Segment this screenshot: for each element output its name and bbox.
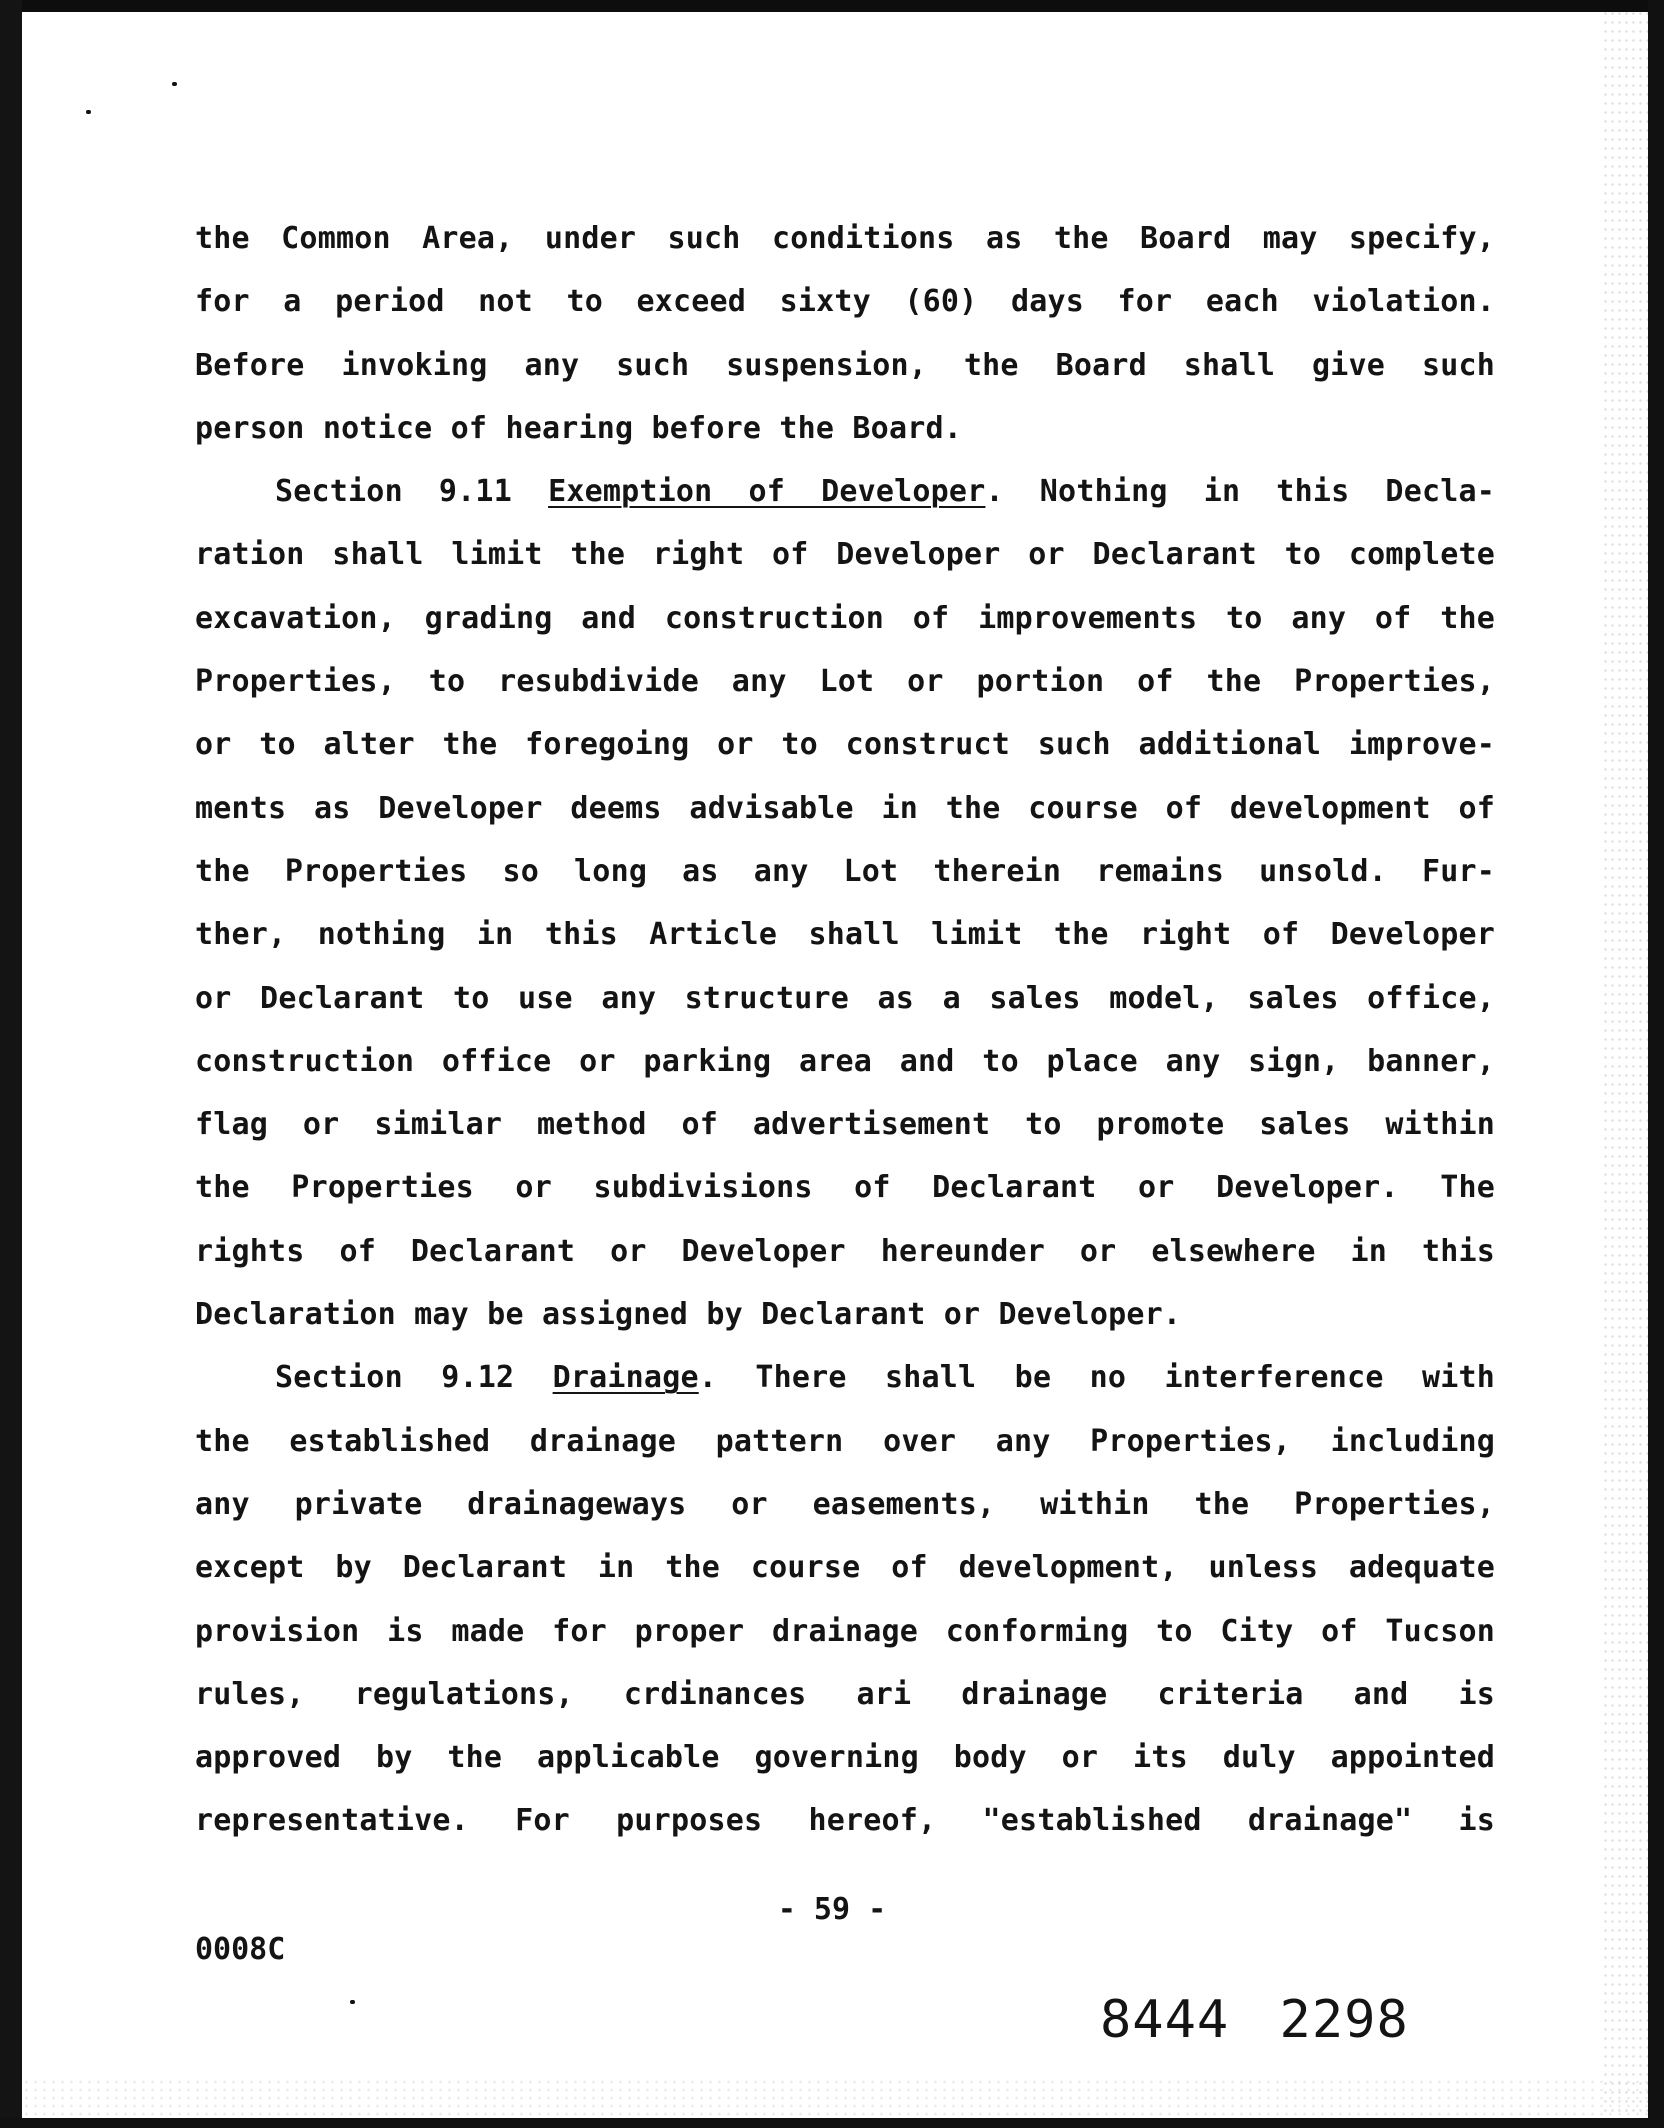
text-line: provision is made for proper drainage conforming to City of Tucson [195, 1613, 1495, 1649]
text-line: excavation, grading and construction of improvements to any of the [195, 600, 1495, 636]
text-line: the Common Area, under such conditions as the Board may specify, [195, 221, 1495, 256]
text-line: ther, nothing in this Article shall limit the right of Developer [195, 917, 1495, 953]
text-line: Before invoking any such suspension, the Board shall give such [195, 347, 1495, 383]
recording-stamp-number: 8444 2298 [1100, 1990, 1409, 2050]
scan-noise-right [1602, 0, 1648, 2128]
text-fragment: . There shall be no interference with [698, 1360, 1496, 1396]
section-9-11-heading-line [195, 460, 1495, 523]
text-line: approved by the applicable governing body or its duly appointed [195, 1740, 1495, 1776]
text-line: rules, regulations, crdinances ari drainage criteria and is [195, 1676, 1495, 1712]
section-9-12-heading-line [195, 1346, 1495, 1409]
scan-border-left [0, 0, 22, 2128]
text-line: the Properties or subdivisions of Declarant or Developer. The [195, 1170, 1495, 1206]
text-line: the Properties so long as any Lot therein remains unsold. Fur- [195, 853, 1495, 889]
text-line: ration shall limit the right of Developer or Declarant to complete [195, 537, 1495, 573]
section-number: Section 9.11 [275, 474, 512, 510]
text-line: person notice of hearing before the Board. [195, 410, 962, 446]
scan-speck [86, 110, 91, 114]
scan-speck [350, 2000, 355, 2004]
text-line: the established drainage pattern over any Properties, including [195, 1423, 1495, 1459]
text-line: for a period not to exceed sixty (60) days for each violation. [195, 284, 1495, 320]
scan-speck [172, 82, 177, 86]
section-title: Exemption of Developer [548, 474, 986, 510]
document-body [195, 207, 1495, 1853]
text-line: flag or similar method of advertisement to promote sales within [195, 1107, 1495, 1143]
text-line: ments as Developer deems advisable in the course of development of [195, 790, 1495, 826]
text-line: or Declarant to use any structure as a sales model, sales office, [195, 980, 1495, 1016]
page-number: - 59 - [777, 1892, 887, 1927]
text-line: representative. For purposes hereof, "established drainage" is [195, 1803, 1495, 1839]
text-line: rights of Declarant or Developer hereunder or elsewhere in this [195, 1233, 1495, 1269]
text-fragment: . Nothing in this Decla- [985, 474, 1496, 510]
text-line: any private drainageways or easements, within the Properties, [195, 1486, 1495, 1522]
scan-border-top [0, 0, 1664, 12]
text-line: Declaration may be assigned by Declarant or Developer. [195, 1297, 1182, 1333]
scan-border-right [1648, 0, 1664, 2128]
scan-border-bottom [0, 2118, 1664, 2128]
scan-noise-bottom [22, 2078, 1648, 2118]
scan-speck [1650, 1128, 1655, 1132]
text-line: construction office or parking area and to place any sign, banner, [195, 1043, 1495, 1079]
section-number: Section 9.12 [275, 1360, 515, 1396]
document-code: 0008C [195, 1932, 286, 1967]
text-line: Properties, to resubdivide any Lot or portion of the Properties, [195, 664, 1495, 700]
section-title: Drainage [552, 1360, 699, 1396]
text-line: except by Declarant in the course of development, unless adequate [195, 1550, 1495, 1586]
text-line: or to alter the foregoing or to construct such additional improve- [195, 727, 1495, 763]
